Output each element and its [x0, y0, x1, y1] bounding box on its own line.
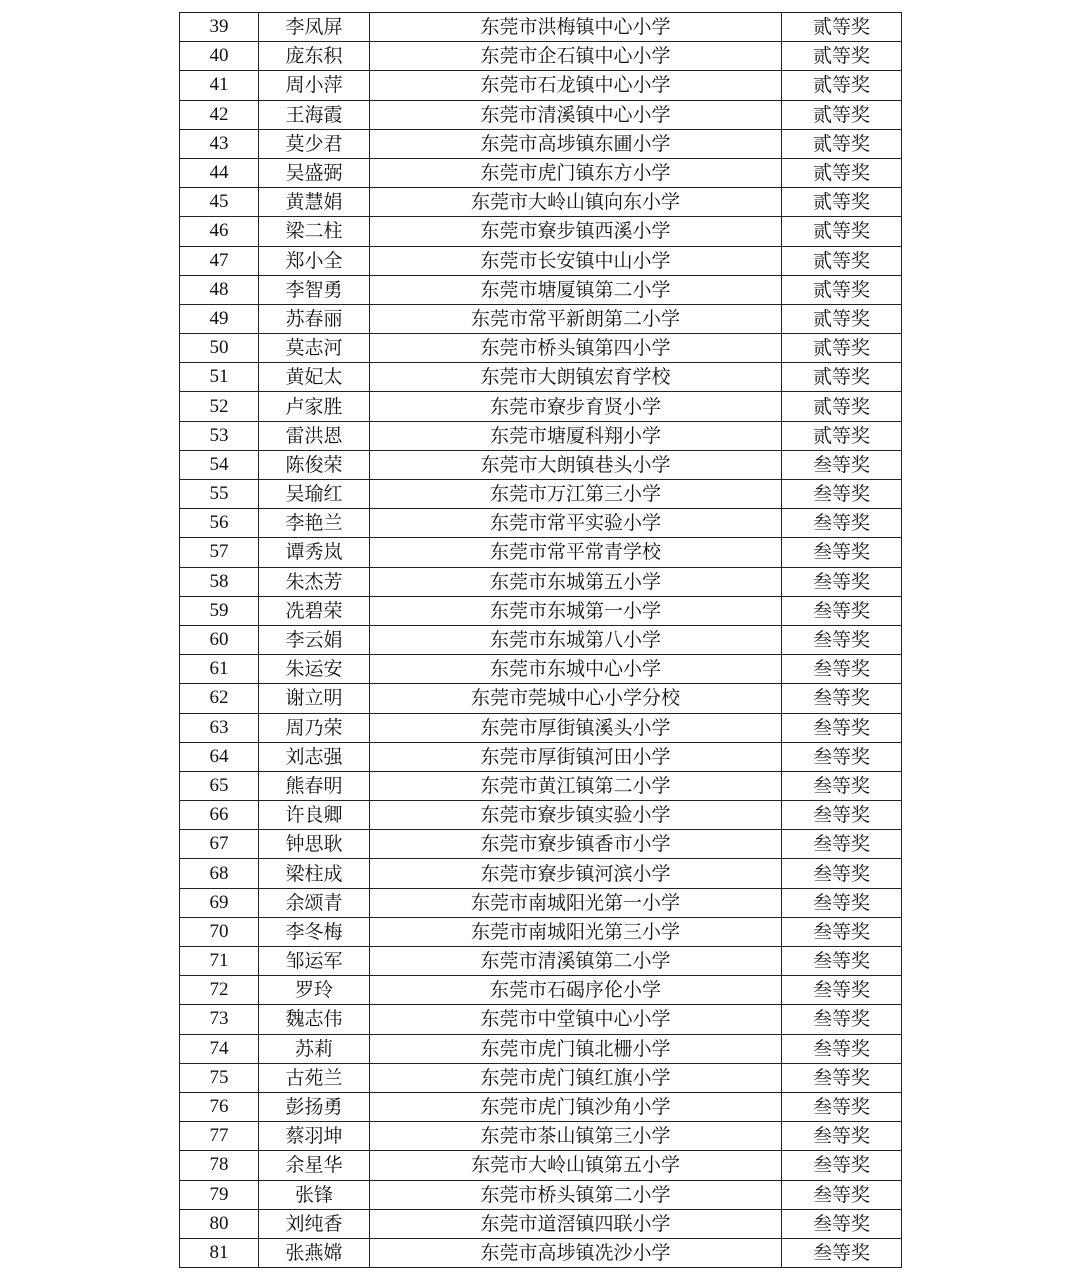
row-number-cell: 80	[180, 1209, 259, 1238]
school-cell: 东莞市东城第五小学	[370, 567, 782, 596]
name-cell: 张锋	[259, 1180, 370, 1209]
row-number-cell: 56	[180, 509, 259, 538]
award-cell: 叁等奖	[782, 1122, 902, 1151]
award-cell: 贰等奖	[782, 13, 902, 42]
row-number-cell: 54	[180, 450, 259, 479]
award-cell: 贰等奖	[782, 421, 902, 450]
school-cell: 东莞市南城阳光第一小学	[370, 888, 782, 917]
table-row	[180, 71, 902, 100]
row-number-cell: 39	[180, 13, 259, 42]
table-row	[180, 392, 902, 421]
award-cell: 叁等奖	[782, 1238, 902, 1267]
table-row	[180, 917, 902, 946]
award-cell: 叁等奖	[782, 1180, 902, 1209]
row-number-cell: 52	[180, 392, 259, 421]
name-cell: 余星华	[259, 1151, 370, 1180]
name-cell: 罗玲	[259, 976, 370, 1005]
award-cell: 叁等奖	[782, 1034, 902, 1063]
school-cell: 东莞市大岭山镇第五小学	[370, 1151, 782, 1180]
name-cell: 李凤屏	[259, 13, 370, 42]
award-cell: 贰等奖	[782, 304, 902, 333]
school-cell: 东莞市虎门镇沙角小学	[370, 1092, 782, 1121]
row-number-cell: 61	[180, 655, 259, 684]
name-cell: 朱杰芳	[259, 567, 370, 596]
table-row	[180, 830, 902, 859]
name-cell: 黄妃太	[259, 363, 370, 392]
school-cell: 东莞市桥头镇第四小学	[370, 334, 782, 363]
award-cell: 叁等奖	[782, 1063, 902, 1092]
school-cell: 东莞市道滘镇四联小学	[370, 1209, 782, 1238]
row-number-cell: 62	[180, 684, 259, 713]
award-cell: 叁等奖	[782, 713, 902, 742]
school-cell: 东莞市南城阳光第三小学	[370, 917, 782, 946]
school-cell: 东莞市万江第三小学	[370, 480, 782, 509]
name-cell: 梁柱成	[259, 859, 370, 888]
school-cell: 东莞市东城第一小学	[370, 596, 782, 625]
table-row	[180, 304, 902, 333]
name-cell: 朱运安	[259, 655, 370, 684]
school-cell: 东莞市寮步育贤小学	[370, 392, 782, 421]
award-cell: 叁等奖	[782, 888, 902, 917]
row-number-cell: 70	[180, 917, 259, 946]
name-cell: 吴盛弼	[259, 158, 370, 187]
school-cell: 东莞市虎门镇东方小学	[370, 158, 782, 187]
name-cell: 蔡羽坤	[259, 1122, 370, 1151]
name-cell: 张燕嫦	[259, 1238, 370, 1267]
table-row	[180, 509, 902, 538]
name-cell: 苏莉	[259, 1034, 370, 1063]
school-cell: 东莞市厚街镇溪头小学	[370, 713, 782, 742]
award-cell: 叁等奖	[782, 480, 902, 509]
table-row	[180, 188, 902, 217]
name-cell: 李智勇	[259, 275, 370, 304]
award-cell: 贰等奖	[782, 392, 902, 421]
table-row	[180, 713, 902, 742]
award-cell: 贰等奖	[782, 188, 902, 217]
name-cell: 苏春丽	[259, 304, 370, 333]
table-row	[180, 334, 902, 363]
award-cell: 叁等奖	[782, 859, 902, 888]
table-row	[180, 363, 902, 392]
table-row	[180, 13, 902, 42]
table-row	[180, 100, 902, 129]
row-number-cell: 77	[180, 1122, 259, 1151]
row-number-cell: 66	[180, 801, 259, 830]
name-cell: 余颂青	[259, 888, 370, 917]
school-cell: 东莞市大朗镇巷头小学	[370, 450, 782, 479]
name-cell: 谢立明	[259, 684, 370, 713]
award-cell: 贰等奖	[782, 246, 902, 275]
name-cell: 吴瑜红	[259, 480, 370, 509]
award-cell: 叁等奖	[782, 917, 902, 946]
row-number-cell: 81	[180, 1238, 259, 1267]
table-row	[180, 275, 902, 304]
table-row	[180, 1151, 902, 1180]
row-number-cell: 53	[180, 421, 259, 450]
award-cell: 叁等奖	[782, 567, 902, 596]
row-number-cell: 78	[180, 1151, 259, 1180]
row-number-cell: 64	[180, 742, 259, 771]
award-cell: 贰等奖	[782, 217, 902, 246]
award-cell: 叁等奖	[782, 450, 902, 479]
school-cell: 东莞市寮步镇西溪小学	[370, 217, 782, 246]
school-cell: 东莞市塘厦镇第二小学	[370, 275, 782, 304]
table-row	[180, 596, 902, 625]
row-number-cell: 68	[180, 859, 259, 888]
name-cell: 熊春明	[259, 771, 370, 800]
award-table-body	[180, 13, 902, 1268]
name-cell: 郑小全	[259, 246, 370, 275]
table-row	[180, 742, 902, 771]
award-cell: 叁等奖	[782, 509, 902, 538]
award-cell: 叁等奖	[782, 976, 902, 1005]
row-number-cell: 75	[180, 1063, 259, 1092]
table-row	[180, 859, 902, 888]
award-cell: 贰等奖	[782, 100, 902, 129]
row-number-cell: 67	[180, 830, 259, 859]
row-number-cell: 41	[180, 71, 259, 100]
name-cell: 刘纯香	[259, 1209, 370, 1238]
row-number-cell: 43	[180, 129, 259, 158]
table-row	[180, 684, 902, 713]
award-table	[179, 12, 902, 1268]
name-cell: 刘志强	[259, 742, 370, 771]
award-cell: 贰等奖	[782, 158, 902, 187]
name-cell: 彭扬勇	[259, 1092, 370, 1121]
award-cell: 叁等奖	[782, 1005, 902, 1034]
school-cell: 东莞市莞城中心小学分校	[370, 684, 782, 713]
name-cell: 邹运军	[259, 947, 370, 976]
school-cell: 东莞市寮步镇河滨小学	[370, 859, 782, 888]
row-number-cell: 59	[180, 596, 259, 625]
school-cell: 东莞市常平新朗第二小学	[370, 304, 782, 333]
name-cell: 雷洪恩	[259, 421, 370, 450]
school-cell: 东莞市高埗镇东圃小学	[370, 129, 782, 158]
row-number-cell: 44	[180, 158, 259, 187]
award-cell: 叁等奖	[782, 742, 902, 771]
name-cell: 周小萍	[259, 71, 370, 100]
row-number-cell: 46	[180, 217, 259, 246]
row-number-cell: 49	[180, 304, 259, 333]
table-row	[180, 1180, 902, 1209]
row-number-cell: 40	[180, 42, 259, 71]
award-cell: 叁等奖	[782, 625, 902, 654]
school-cell: 东莞市中堂镇中心小学	[370, 1005, 782, 1034]
table-row	[180, 888, 902, 917]
award-cell: 叁等奖	[782, 1092, 902, 1121]
name-cell: 莫志河	[259, 334, 370, 363]
table-row	[180, 1209, 902, 1238]
award-cell: 贰等奖	[782, 129, 902, 158]
table-row	[180, 947, 902, 976]
row-number-cell: 79	[180, 1180, 259, 1209]
row-number-cell: 45	[180, 188, 259, 217]
table-row	[180, 246, 902, 275]
name-cell: 李冬梅	[259, 917, 370, 946]
award-cell: 叁等奖	[782, 596, 902, 625]
name-cell: 梁二柱	[259, 217, 370, 246]
name-cell: 庞东积	[259, 42, 370, 71]
table-row	[180, 1063, 902, 1092]
school-cell: 东莞市虎门镇红旗小学	[370, 1063, 782, 1092]
school-cell: 东莞市寮步镇实验小学	[370, 801, 782, 830]
award-cell: 叁等奖	[782, 655, 902, 684]
award-cell: 叁等奖	[782, 771, 902, 800]
row-number-cell: 47	[180, 246, 259, 275]
table-row	[180, 217, 902, 246]
award-cell: 叁等奖	[782, 684, 902, 713]
table-row	[180, 450, 902, 479]
name-cell: 卢家胜	[259, 392, 370, 421]
name-cell: 黄慧娟	[259, 188, 370, 217]
row-number-cell: 65	[180, 771, 259, 800]
school-cell: 东莞市虎门镇北栅小学	[370, 1034, 782, 1063]
name-cell: 魏志伟	[259, 1005, 370, 1034]
school-cell: 东莞市厚街镇河田小学	[370, 742, 782, 771]
award-cell: 叁等奖	[782, 1209, 902, 1238]
name-cell: 钟思耿	[259, 830, 370, 859]
row-number-cell: 60	[180, 625, 259, 654]
row-number-cell: 50	[180, 334, 259, 363]
name-cell: 王海霞	[259, 100, 370, 129]
school-cell: 东莞市洪梅镇中心小学	[370, 13, 782, 42]
name-cell: 许良卿	[259, 801, 370, 830]
row-number-cell: 57	[180, 538, 259, 567]
school-cell: 东莞市石碣序伦小学	[370, 976, 782, 1005]
table-row	[180, 1034, 902, 1063]
school-cell: 东莞市企石镇中心小学	[370, 42, 782, 71]
row-number-cell: 69	[180, 888, 259, 917]
table-row	[180, 480, 902, 509]
row-number-cell: 51	[180, 363, 259, 392]
school-cell: 东莞市东城中心小学	[370, 655, 782, 684]
table-row	[180, 129, 902, 158]
table-row	[180, 567, 902, 596]
name-cell: 莫少君	[259, 129, 370, 158]
row-number-cell: 71	[180, 947, 259, 976]
award-cell: 叁等奖	[782, 1151, 902, 1180]
row-number-cell: 42	[180, 100, 259, 129]
table-row	[180, 655, 902, 684]
award-cell: 叁等奖	[782, 538, 902, 567]
award-cell: 贰等奖	[782, 42, 902, 71]
award-cell: 贰等奖	[782, 334, 902, 363]
award-cell: 贰等奖	[782, 71, 902, 100]
row-number-cell: 76	[180, 1092, 259, 1121]
row-number-cell: 73	[180, 1005, 259, 1034]
row-number-cell: 74	[180, 1034, 259, 1063]
row-number-cell: 55	[180, 480, 259, 509]
award-cell: 叁等奖	[782, 801, 902, 830]
row-number-cell: 63	[180, 713, 259, 742]
name-cell: 谭秀岚	[259, 538, 370, 567]
award-cell: 叁等奖	[782, 947, 902, 976]
table-row	[180, 1092, 902, 1121]
school-cell: 东莞市常平常青学校	[370, 538, 782, 567]
school-cell: 东莞市寮步镇香市小学	[370, 830, 782, 859]
school-cell: 东莞市茶山镇第三小学	[370, 1122, 782, 1151]
school-cell: 东莞市清溪镇第二小学	[370, 947, 782, 976]
school-cell: 东莞市高埗镇冼沙小学	[370, 1238, 782, 1267]
table-row	[180, 771, 902, 800]
name-cell: 冼碧荣	[259, 596, 370, 625]
name-cell: 李艳兰	[259, 509, 370, 538]
table-row	[180, 625, 902, 654]
school-cell: 东莞市大岭山镇向东小学	[370, 188, 782, 217]
name-cell: 李云娟	[259, 625, 370, 654]
school-cell: 东莞市石龙镇中心小学	[370, 71, 782, 100]
name-cell: 陈俊荣	[259, 450, 370, 479]
school-cell: 东莞市桥头镇第二小学	[370, 1180, 782, 1209]
name-cell: 周乃荣	[259, 713, 370, 742]
name-cell: 古苑兰	[259, 1063, 370, 1092]
school-cell: 东莞市大朗镇宏育学校	[370, 363, 782, 392]
table-row	[180, 158, 902, 187]
school-cell: 东莞市常平实验小学	[370, 509, 782, 538]
table-row	[180, 801, 902, 830]
table-row	[180, 421, 902, 450]
table-row	[180, 1005, 902, 1034]
school-cell: 东莞市黄江镇第二小学	[370, 771, 782, 800]
row-number-cell: 58	[180, 567, 259, 596]
award-cell: 贰等奖	[782, 275, 902, 304]
school-cell: 东莞市塘厦科翔小学	[370, 421, 782, 450]
school-cell: 东莞市清溪镇中心小学	[370, 100, 782, 129]
school-cell: 东莞市长安镇中山小学	[370, 246, 782, 275]
table-row	[180, 976, 902, 1005]
award-cell: 贰等奖	[782, 363, 902, 392]
table-row	[180, 1238, 902, 1267]
table-row	[180, 538, 902, 567]
table-row	[180, 1122, 902, 1151]
table-row	[180, 42, 902, 71]
row-number-cell: 48	[180, 275, 259, 304]
school-cell: 东莞市东城第八小学	[370, 625, 782, 654]
award-cell: 叁等奖	[782, 830, 902, 859]
row-number-cell: 72	[180, 976, 259, 1005]
